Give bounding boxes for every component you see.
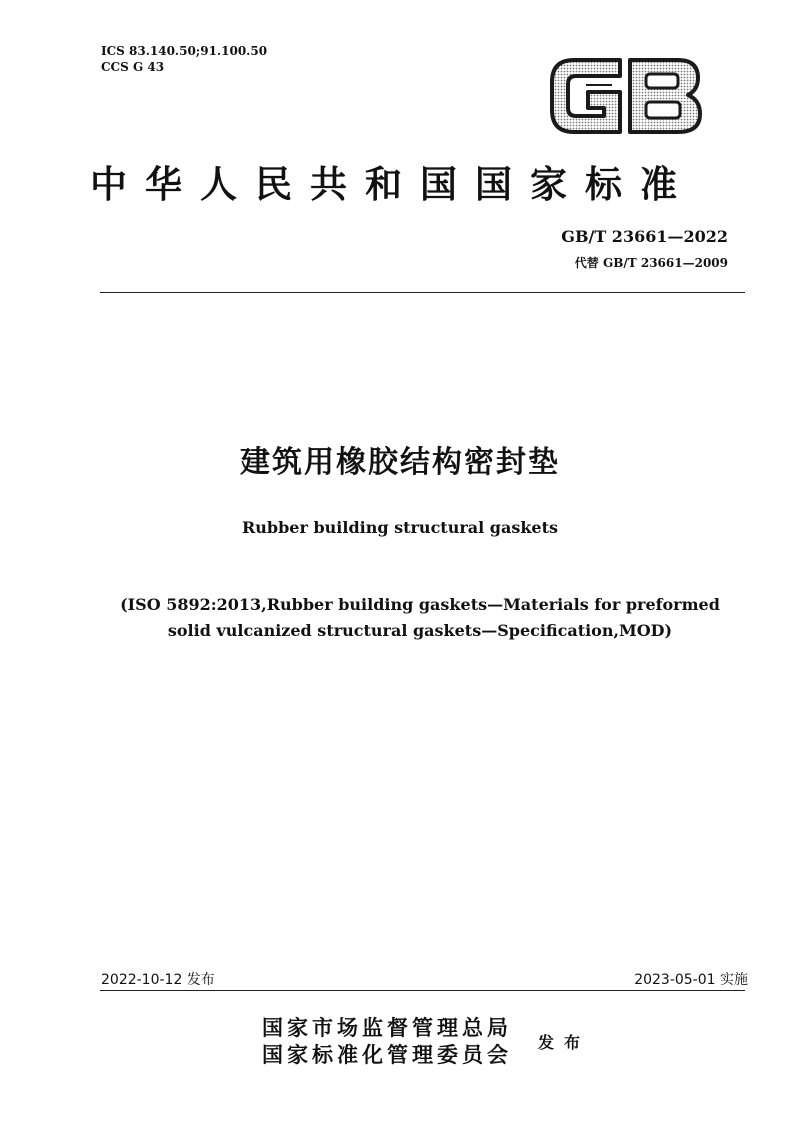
chinese-title: 建筑用橡胶结构密封垫 (240, 445, 560, 480)
implementation-date: 2023-05-01 实施 (634, 972, 748, 988)
issuer-sac: 国家标准化管理委员会 (262, 1042, 512, 1067)
ccs-code: CCS G 43 (101, 60, 165, 74)
issuer-samr: 国家市场监督管理总局 (262, 1015, 512, 1040)
national-standard-title: 中华人民共和国国家标准 (90, 162, 695, 206)
english-title: Rubber building structural gaskets (241, 518, 558, 537)
replaces-standard: 代替 GB/T 23661—2009 (574, 256, 728, 270)
gb-logo-icon (548, 52, 704, 140)
iso-reference-line-1: (ISO 5892:2013,Rubber building gaskets—Materials for preformed (120, 595, 720, 614)
standard-number: GB/T 23661—2022 (561, 227, 728, 246)
iso-reference-line-2: solid vulcanized structural gaskets—Specification,MOD) (167, 621, 673, 640)
ics-code: ICS 83.140.50;91.100.50 (101, 44, 268, 58)
bottom-divider (100, 990, 745, 991)
top-divider (100, 292, 745, 293)
iso-reference (100, 592, 740, 644)
publish-label: 发布 (538, 1033, 591, 1052)
issue-date: 2022-10-12 发布 (101, 972, 215, 988)
